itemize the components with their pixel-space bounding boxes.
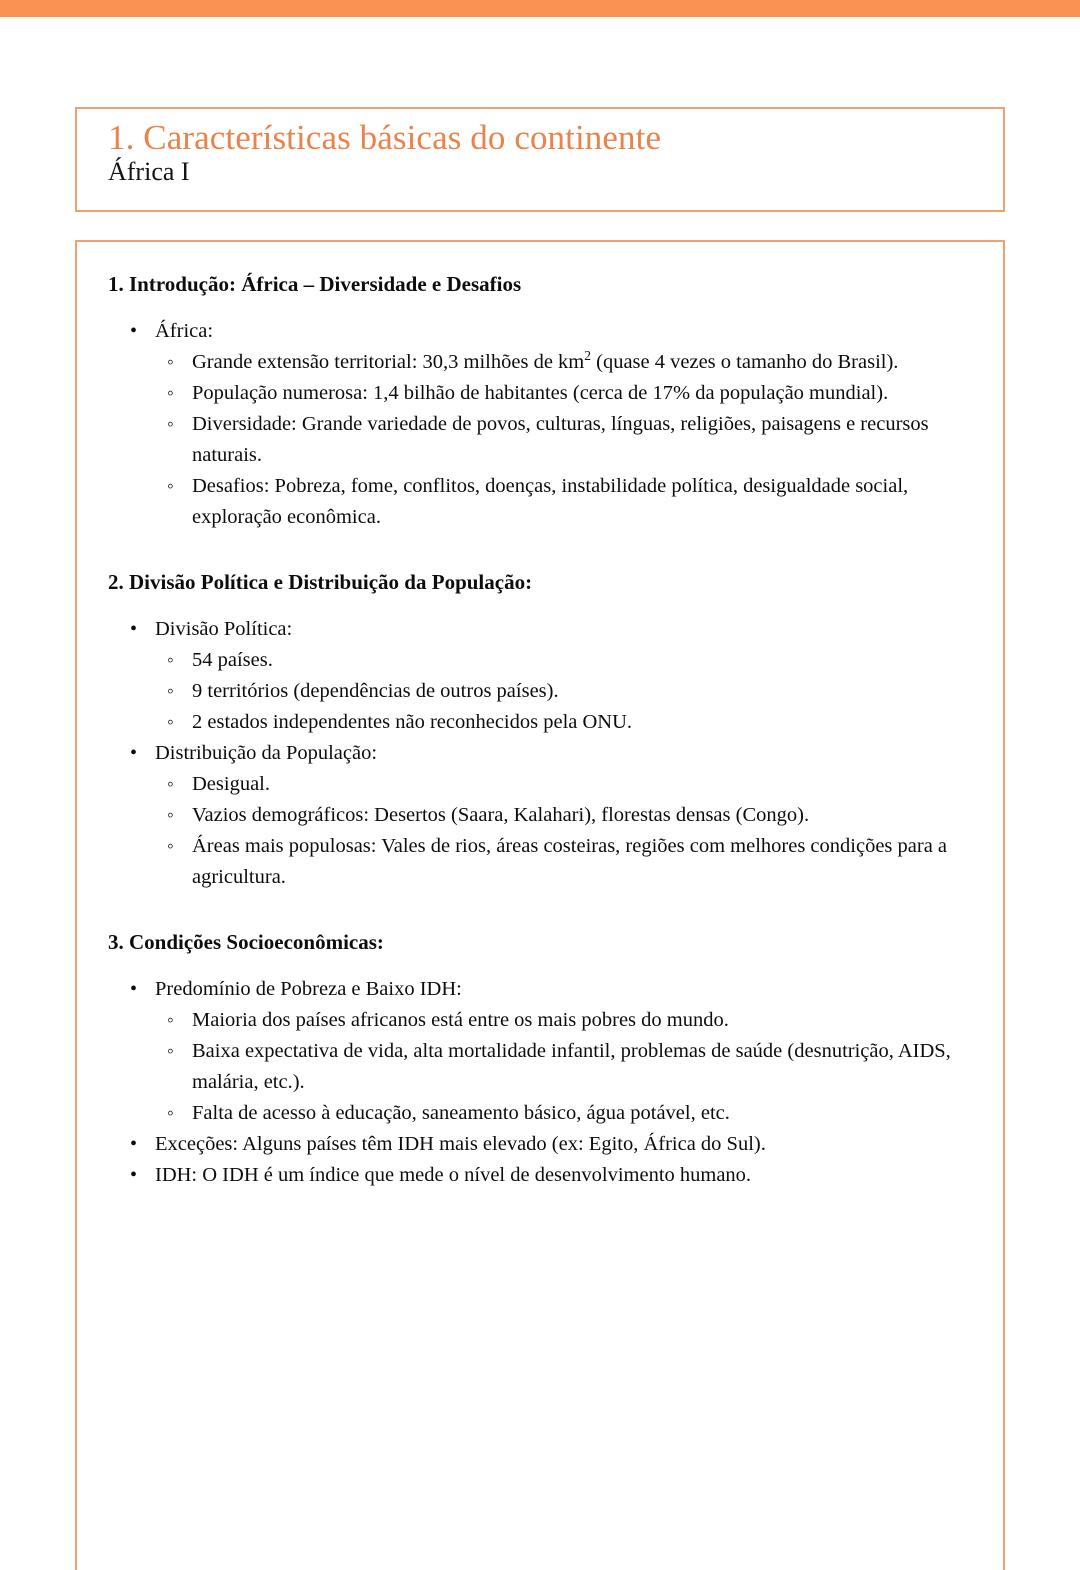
list-item-text: • Divisão Política: bbox=[155, 614, 977, 645]
sub-list-item bbox=[155, 378, 977, 409]
sub-list-item-text: ◦ Diversidade: Grande variedade de povos, culturas, línguas, religiões, paisagens e recursos naturais. bbox=[192, 409, 977, 471]
sub-bullet-list bbox=[155, 769, 977, 893]
bullet-list bbox=[108, 316, 977, 533]
sub-list-item-text: ◦ Desigual. bbox=[192, 769, 977, 800]
page-subtitle: África I bbox=[108, 157, 190, 186]
sub-bullet-list bbox=[155, 645, 977, 738]
content-box bbox=[75, 240, 1005, 1570]
sub-list-item bbox=[155, 769, 977, 800]
sub-list-item bbox=[155, 645, 977, 676]
sub-list-item-text: ◦ Áreas mais populosas: Vales de rios, áreas costeiras, regiões com melhores condições para a agricultura. bbox=[192, 831, 977, 893]
section-heading: 3. Condições Socioeconômicas: bbox=[108, 930, 384, 954]
page-title: 1. Características básicas do continente bbox=[108, 118, 662, 157]
content-section bbox=[108, 270, 977, 533]
sub-list-item-text: ◦ 54 países. bbox=[192, 645, 977, 676]
sub-list-item bbox=[155, 409, 977, 471]
sub-list-item-text: ◦ Baixa expectativa de vida, alta mortalidade infantil, problemas de saúde (desnutrição, AIDS, malária, etc.). bbox=[192, 1036, 977, 1098]
top-accent-bar bbox=[0, 0, 1080, 17]
list-item-text: • Predomínio de Pobreza e Baixo IDH: bbox=[155, 974, 977, 1005]
section-heading: 1. Introdução: África – Diversidade e Desafios bbox=[108, 272, 522, 296]
sub-list-item bbox=[155, 1005, 977, 1036]
content-section bbox=[108, 928, 977, 1191]
sub-list-item bbox=[155, 800, 977, 831]
sub-list-item bbox=[155, 1036, 977, 1098]
list-item bbox=[108, 614, 977, 738]
title-box bbox=[75, 107, 1005, 212]
bullet-list bbox=[108, 614, 977, 893]
sub-bullet-list bbox=[155, 1005, 977, 1129]
sub-list-item bbox=[155, 347, 977, 378]
list-item bbox=[108, 974, 977, 1129]
list-item-text: • IDH: O IDH é um índice que mede o nível de desenvolvimento humano. bbox=[155, 1160, 977, 1191]
sub-list-item-text: ◦ Desafios: Pobreza, fome, conflitos, doenças, instabilidade política, desigualdade social, exploração econômica. bbox=[192, 471, 977, 533]
section-heading: 2. Divisão Política e Distribuição da População: bbox=[108, 570, 533, 594]
sub-list-item-text: ◦ 2 estados independentes não reconhecidos pela ONU. bbox=[192, 707, 977, 738]
list-item bbox=[108, 738, 977, 893]
list-item bbox=[108, 1129, 977, 1160]
sub-list-item-text: ◦ Grande extensão territorial: 30,3 milhões de $km^2$ (quase 4 vezes o tamanho do Brasil). bbox=[192, 347, 977, 378]
sub-list-item-text: ◦ Vazios demográficos: Desertos (Saara, Kalahari), florestas densas (Congo). bbox=[192, 800, 977, 831]
list-item-text: • África: bbox=[155, 316, 977, 347]
title-box-inner bbox=[77, 109, 1003, 187]
sub-list-item bbox=[155, 707, 977, 738]
sub-list-item bbox=[155, 676, 977, 707]
sub-list-item bbox=[155, 831, 977, 893]
sub-list-item-text: ◦ Maioria dos países africanos está entre os mais pobres do mundo. bbox=[192, 1005, 977, 1036]
sub-list-item-text: ◦ 9 territórios (dependências de outros países). bbox=[192, 676, 977, 707]
sub-list-item-text: ◦ Falta de acesso à educação, saneamento básico, água potável, etc. bbox=[192, 1098, 977, 1129]
bullet-list bbox=[108, 974, 977, 1191]
list-item-text: • Exceções: Alguns países têm IDH mais elevado (ex: Egito, África do Sul). bbox=[155, 1129, 977, 1160]
sub-list-item bbox=[155, 1098, 977, 1129]
sub-list-item-text: ◦ População numerosa: 1,4 bilhão de habitantes (cerca de 17% da população mundial). bbox=[192, 378, 977, 409]
list-item-text: • Distribuição da População: bbox=[155, 738, 977, 769]
content-body bbox=[77, 242, 1003, 1191]
content-section bbox=[108, 568, 977, 893]
sub-list-item bbox=[155, 471, 977, 533]
list-item bbox=[108, 316, 977, 533]
sub-bullet-list bbox=[155, 347, 977, 533]
list-item bbox=[108, 1160, 977, 1191]
superscript-two: 2 bbox=[584, 348, 591, 364]
